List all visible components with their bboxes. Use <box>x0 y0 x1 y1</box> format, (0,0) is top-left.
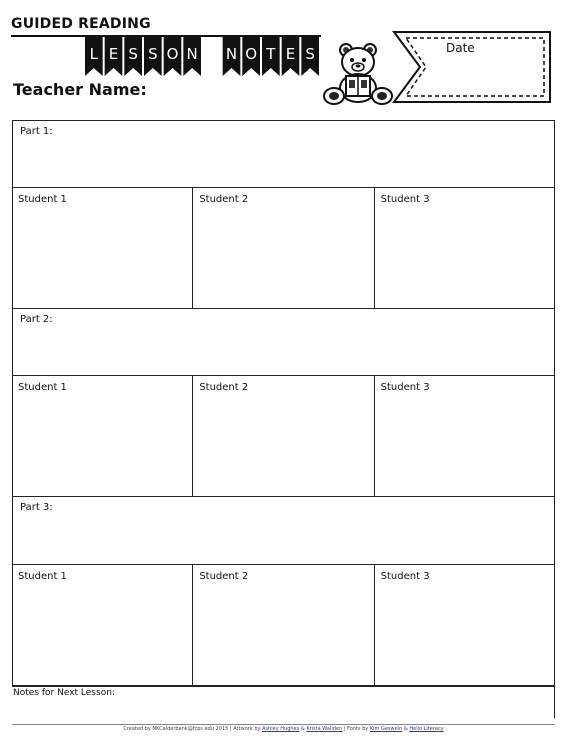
student-cell[interactable] <box>12 376 193 497</box>
student-label: Student 1 <box>18 194 67 205</box>
part-label: Part 3: <box>20 502 53 513</box>
student-label: Student 1 <box>18 382 67 393</box>
page-title: GUIDED READING <box>11 16 151 32</box>
student-label: Student 3 <box>380 382 430 393</box>
student-label: Student 1 <box>18 571 67 582</box>
date-label: Date <box>446 41 475 55</box>
lesson-notes-banner <box>84 36 320 78</box>
part-3-students <box>12 565 555 686</box>
footer-link-artist2[interactable]: Krista Wallden <box>306 726 343 732</box>
footer-link-artist1[interactable]: Ashley Hughes <box>262 726 300 732</box>
pennant-letter: S <box>148 45 158 63</box>
student-label: Student 3 <box>380 571 430 582</box>
footer-created: Created by NKCalderbank@fcps.edu 2015 | Artwork by <box>123 726 261 732</box>
pennant-letter: S <box>128 45 138 63</box>
pennant-letter: T <box>266 45 276 63</box>
pennant-letter: E <box>285 45 296 63</box>
pennant-letter: E <box>108 45 119 63</box>
pennant-letter: O <box>166 45 179 63</box>
part-2-students <box>12 376 555 497</box>
student-cell[interactable] <box>193 188 374 309</box>
student-label: Student 2 <box>199 571 249 582</box>
part-label: Part 1: <box>20 126 53 137</box>
footer-credits <box>12 724 555 734</box>
student-cell[interactable] <box>12 188 193 309</box>
student-cell[interactable] <box>375 188 555 309</box>
part-1-row[interactable] <box>12 120 555 188</box>
notes-label: Notes for Next Lesson: <box>13 688 115 698</box>
part-2-row[interactable] <box>12 308 555 376</box>
pennant-letter: S <box>305 45 315 63</box>
footer-amp: & <box>300 726 305 732</box>
student-label: Student 2 <box>199 194 249 205</box>
student-cell[interactable] <box>193 376 374 497</box>
part-1-students <box>12 188 555 309</box>
student-label: Student 3 <box>380 194 430 205</box>
footer-amp: & <box>403 726 408 732</box>
footer-link-font2[interactable]: Hello Literacy <box>409 726 444 732</box>
pennant-letter: L <box>89 45 99 63</box>
footer-fonts: | Fonts by <box>343 726 369 732</box>
footer-link-font1[interactable]: Kim Geswein <box>369 726 403 732</box>
reading-bear-icon <box>322 42 394 106</box>
pennant-letter: O <box>245 45 258 63</box>
part-3-row[interactable] <box>12 496 555 565</box>
student-cell[interactable] <box>375 376 555 497</box>
pennant-letter: N <box>186 45 198 63</box>
student-cell[interactable] <box>193 565 374 686</box>
student-label: Student 2 <box>199 382 249 393</box>
part-label: Part 2: <box>20 314 53 325</box>
teacher-name-label: Teacher Name: <box>13 80 147 99</box>
pennant-letter: N <box>225 45 238 63</box>
student-cell[interactable] <box>375 565 555 686</box>
student-cell[interactable] <box>12 565 193 686</box>
